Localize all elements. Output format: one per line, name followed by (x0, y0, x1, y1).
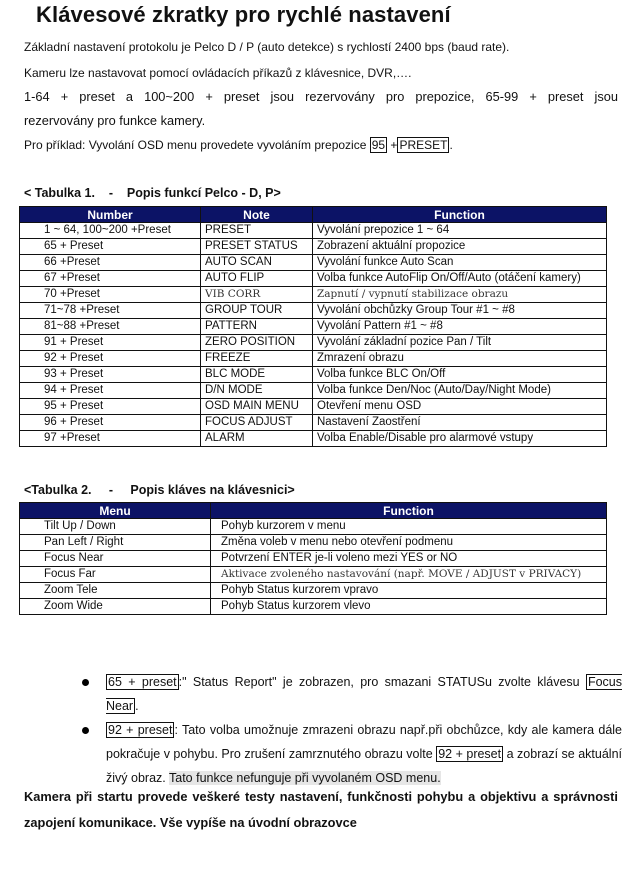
intro-example (24, 138, 453, 152)
table-row (20, 335, 607, 351)
note-cell: AUTO SCAN (201, 255, 313, 271)
note-key: 92 + preset (438, 747, 502, 761)
function-cell: Otevření menu OSD (313, 399, 607, 415)
table-row (20, 383, 607, 399)
note-highlight: Tato funkce nefunguje při vyvolaném OSD menu. (169, 771, 441, 785)
table-row (20, 551, 607, 567)
keyboard-keys-table (19, 502, 607, 615)
table-row (20, 599, 607, 615)
example-end: . (449, 138, 453, 152)
note-cell: PRESET (201, 223, 313, 239)
function-cell: Aktivace zvoleného nastavování (např. MOVE / ADJUST v PRIVACY) (211, 567, 607, 583)
table-row (20, 303, 607, 319)
intro-control: Kameru lze nastavovat pomocí ovládacích příkazů z klávesnice, DVR,…. (24, 66, 412, 80)
number-cell: 67 +Preset (20, 271, 201, 287)
function-cell: Vyvolání obchůzky Group Tour #1 ~ #8 (313, 303, 607, 319)
note-cell: FOCUS ADJUST (201, 415, 313, 431)
table-row (20, 319, 607, 335)
number-cell: 66 +Preset (20, 255, 201, 271)
number-cell: 71~78 +Preset (20, 303, 201, 319)
note-cell: PATTERN (201, 319, 313, 335)
note-cell: FREEZE (201, 351, 313, 367)
function-cell: Volba funkce Den/Noc (Auto/Day/Night Mode) (313, 383, 607, 399)
note-key: 92 + preset (108, 723, 173, 737)
note-cell: BLC MODE (201, 367, 313, 383)
note-cell: ZERO POSITION (201, 335, 313, 351)
example-preset-box: PRESET (399, 138, 448, 152)
number-cell: 65 + Preset (20, 239, 201, 255)
menu-cell: Focus Far (20, 567, 211, 583)
table-row (20, 239, 607, 255)
menu-cell: Focus Near (20, 551, 211, 567)
number-cell: 1 ~ 64, 100~200 +Preset (20, 223, 201, 239)
table-row (20, 567, 607, 583)
note-key: Focus Near (106, 675, 623, 713)
function-cell: Vyvolání Pattern #1 ~ #8 (313, 319, 607, 335)
function-cell: Zmrazení obrazu (313, 351, 607, 367)
function-cell: Volba funkce BLC On/Off (313, 367, 607, 383)
table1-caption: < Tabulka 1. - Popis funkcí Pelco - D, P> (24, 186, 281, 200)
bullet-dot-icon (82, 679, 89, 686)
note-cell: AUTO FLIP (201, 271, 313, 287)
pelco-functions-table (19, 206, 607, 447)
function-cell: Změna voleb v menu nebo otevření podmenu (211, 535, 607, 551)
number-cell: 91 + Preset (20, 335, 201, 351)
note-item (82, 718, 622, 790)
note-cell: OSD MAIN MENU (201, 399, 313, 415)
table1-header-function: Function (313, 207, 607, 223)
note-end: . (135, 699, 139, 713)
table-row (20, 271, 607, 287)
function-cell: Vyvolání funkce Auto Scan (313, 255, 607, 271)
note-cell: D/N MODE (201, 383, 313, 399)
intro-reserved-line1: 1-64 + preset a 100~200 + preset jsou rezervovány pro prepozice, 65-99 + preset jsou (24, 89, 618, 104)
final-note: Kamera při startu provede veškeré testy nastavení, funkčnosti pohybu a objektivu a správnosti zapojení komunikace. Vše vypíše na úvodní obrazovce (24, 789, 618, 830)
table2-header-menu: Menu (20, 503, 211, 519)
number-cell: 95 + Preset (20, 399, 201, 415)
table1-header-note: Note (201, 207, 313, 223)
function-cell: Nastavení Zaostření (313, 415, 607, 431)
note-cell: GROUP TOUR (201, 303, 313, 319)
function-cell: Volba funkce AutoFlip On/Off/Auto (otáčení kamery) (313, 271, 607, 287)
intro-reserved-line2: rezervovány pro funkce kamery. (24, 113, 206, 128)
page-title: Klávesové zkratky pro rychlé nastavení (36, 2, 451, 27)
function-cell: Pohyb Status kurzorem vlevo (211, 599, 607, 615)
table1-header-number: Number (20, 207, 201, 223)
function-cell: Pohyb kurzorem v menu (211, 519, 607, 535)
table-row (20, 431, 607, 447)
number-cell: 70 +Preset (20, 287, 201, 303)
table2-header-function: Function (211, 503, 607, 519)
table-row (20, 399, 607, 415)
note-text: :" Status Report" je zobrazen, pro smazani STATUSu zvolte klávesu (178, 675, 586, 689)
table-row (20, 535, 607, 551)
example-plus: + (387, 138, 398, 152)
number-cell: 81~88 +Preset (20, 319, 201, 335)
table-row (20, 583, 607, 599)
function-cell: Vyvolání prepozice 1 ~ 64 (313, 223, 607, 239)
note-key: 65 + preset (108, 675, 177, 689)
table-row (20, 255, 607, 271)
table-row (20, 287, 607, 303)
menu-cell: Zoom Wide (20, 599, 211, 615)
note-cell: ALARM (201, 431, 313, 447)
example-text: Pro příklad: Vyvolání OSD menu provedete vyvoláním prepozice (24, 138, 370, 152)
function-cell: Potvrzení ENTER je-li voleno mezi YES or NO (211, 551, 607, 567)
note-cell: VIB CORR (201, 287, 313, 303)
table2-caption: <Tabulka 2. - Popis kláves na klávesnici> (24, 483, 295, 497)
table-row (20, 223, 607, 239)
table-row (20, 351, 607, 367)
number-cell: 97 +Preset (20, 431, 201, 447)
table-row (20, 367, 607, 383)
note-text: : Tato volba umožnuje zmrazeni obrazu např.při obchůzce, kdy ale kamera dále pokračuje v pohybu. Pro zrušení zamrznutého obrazu volte (106, 723, 622, 761)
number-cell: 94 + Preset (20, 383, 201, 399)
number-cell: 92 + Preset (20, 351, 201, 367)
menu-cell: Tilt Up / Down (20, 519, 211, 535)
example-number-box: 95 (371, 138, 386, 152)
intro-protocol: Základní nastavení protokolu je Pelco D / P (auto detekce) s rychlostí 2400 bps (baud rate). (24, 40, 510, 54)
menu-cell: Zoom Tele (20, 583, 211, 599)
function-cell: Volba Enable/Disable pro alarmové vstupy (313, 431, 607, 447)
function-cell: Vyvolání základní pozice Pan / Tilt (313, 335, 607, 351)
function-cell: Pohyb Status kurzorem vpravo (211, 583, 607, 599)
table-row (20, 415, 607, 431)
function-cell: Zobrazení aktuální propozice (313, 239, 607, 255)
number-cell: 96 + Preset (20, 415, 201, 431)
note-cell: PRESET STATUS (201, 239, 313, 255)
function-cell: Zapnutí / vypnutí stabilizace obrazu (313, 287, 607, 303)
note-item (82, 670, 622, 718)
number-cell: 93 + Preset (20, 367, 201, 383)
note-text: a zobrazí se aktuální živý obraz. (106, 747, 623, 785)
menu-cell: Pan Left / Right (20, 535, 211, 551)
bullet-dot-icon (82, 727, 89, 734)
table-row (20, 519, 607, 535)
notes-list (82, 670, 622, 790)
